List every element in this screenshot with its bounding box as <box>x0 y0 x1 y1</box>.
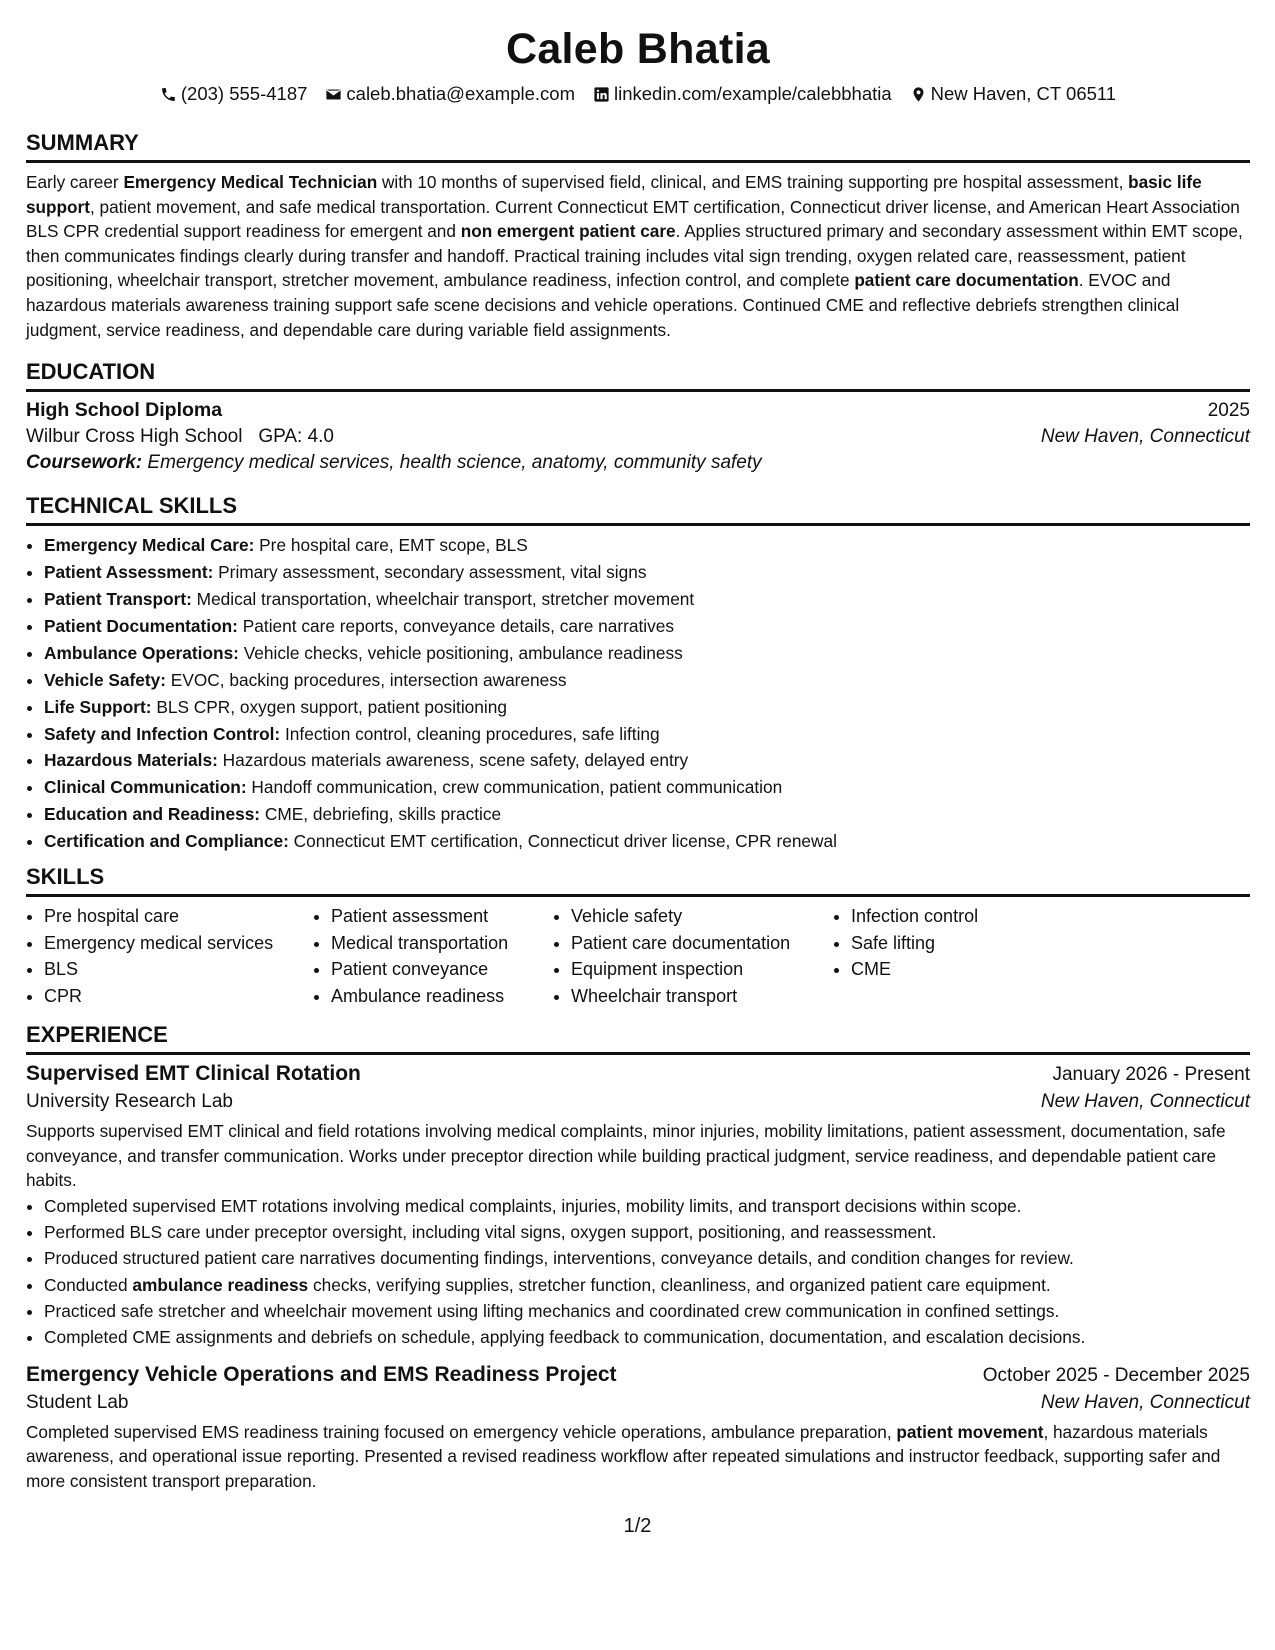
degree: High School Diploma <box>26 399 223 422</box>
skill-category: Emergency Medical Care: <box>44 535 255 556</box>
technical-skill-item <box>44 613 1250 640</box>
phone-icon <box>160 86 177 103</box>
skill-details: Primary assessment, secondary assessment, vital signs <box>213 562 647 583</box>
skill-item: • Patient assessment <box>331 903 553 930</box>
bullet-text: Conducted <box>44 1274 133 1295</box>
skill-item: • BLS <box>44 956 313 983</box>
skill-item: • Pre hospital care <box>44 903 313 930</box>
skill-item: • Patient conveyance <box>331 956 553 983</box>
bullet-text: Produced structured patient care narratives documenting findings, interventions, conveyance details, and condition changes for review. <box>44 1248 1074 1269</box>
skill-category: Hazardous Materials: <box>44 750 218 771</box>
section-title-experience: EXPERIENCE <box>26 1021 1250 1055</box>
technical-skill-item <box>44 586 1250 613</box>
bullet-emphasis: ambulance readiness <box>132 1274 309 1295</box>
job-organization: University Research Lab <box>26 1091 233 1113</box>
skill-category: Ambulance Operations: <box>44 642 239 663</box>
skill-item: • Wheelchair transport <box>571 983 833 1010</box>
experience-section <box>26 1021 1250 1493</box>
coursework-text: Emergency medical services, health science, anatomy, community safety <box>147 452 762 474</box>
summary-text: , patient movement, and safe medical transportation. Current Connecticut EMT certification, Connecticut driver license, and American Heart Association BLS CPR credential support readiness for emergent and <box>26 196 1240 242</box>
skill-details: Vehicle checks, vehicle positioning, ambulance readiness <box>238 642 683 663</box>
skill-category: Vehicle Safety: <box>44 669 166 690</box>
contact-phone[interactable] <box>160 83 308 105</box>
job-bullets <box>26 1193 1250 1351</box>
summary-text: with 10 months of supervised field, clinical, and EMS training supporting pre hospital assessment, <box>377 172 1129 192</box>
resume-page <box>26 18 1250 1493</box>
skill-details: Patient care reports, conveyance details, care narratives <box>237 615 675 636</box>
contact-linkedin[interactable] <box>593 83 892 105</box>
skill-details: EVOC, backing procedures, intersection awareness <box>166 669 567 690</box>
skill-item: • Patient care documentation <box>571 930 833 957</box>
linkedin-icon <box>593 86 610 103</box>
skill-item: • Emergency medical services <box>44 930 313 957</box>
skill-item: • Vehicle safety <box>571 903 833 930</box>
technical-skill-item <box>44 667 1250 694</box>
job-bullet <box>44 1245 1250 1271</box>
skill-item: • Medical transportation <box>331 930 553 957</box>
skill-category: Education and Readiness: <box>44 804 261 825</box>
page-number: 1/2 <box>623 1515 652 1537</box>
email-text: caleb.bhatia@example.com <box>346 83 575 104</box>
school-name: Wilbur Cross High School <box>26 426 243 448</box>
bullet-text: checks, verifying supplies, stretcher function, cleanliness, and organized patient care equipment. <box>308 1274 1051 1295</box>
job-bullet <box>44 1298 1250 1324</box>
graduation-year: 2025 <box>1207 400 1250 422</box>
skills-column <box>553 903 833 1009</box>
skill-item: • Equipment inspection <box>571 956 833 983</box>
skill-details: Infection control, cleaning procedures, safe lifting <box>280 723 660 744</box>
contact-bar <box>26 80 1250 108</box>
school-location: New Haven, Connecticut <box>1040 426 1250 448</box>
section-title-skills: SKILLS <box>26 863 1250 897</box>
skill-details: Medical transportation, wheelchair transport, stretcher movement <box>191 588 695 609</box>
job-title: Emergency Vehicle Operations and EMS Readiness Project <box>26 1362 617 1386</box>
job-entry <box>26 1363 1250 1494</box>
education-section <box>26 358 1250 474</box>
skill-category: Certification and Compliance: <box>44 831 289 852</box>
school-line <box>26 426 334 448</box>
technical-skill-item <box>44 801 1250 828</box>
education-row-1 <box>26 399 1250 422</box>
job-description-text: , hazardous materials awareness, and operational issue reporting. Presented a revised readiness workflow after repeated simulations and instructor feedback, supporting safer and more consistent transport preparation. <box>26 1421 1221 1491</box>
envelope-icon <box>325 86 342 103</box>
job-bullet <box>44 1272 1250 1298</box>
job-description-emphasis: patient movement <box>896 1421 1044 1442</box>
job-location: New Haven, Connecticut <box>1040 1091 1250 1113</box>
skill-item: • Safe lifting <box>851 930 1051 957</box>
summary-text: . EVOC and hazardous materials awareness training support safe scene decisions and vehicle operations. Continued CME and reflective debriefs strengthen clinical judgment, service readiness, and dependable care during variable field assignments. <box>26 270 1180 340</box>
skill-item: • Infection control <box>851 903 1051 930</box>
job-dates: October 2025 - December 2025 <box>982 1364 1250 1386</box>
coursework <box>26 452 1250 474</box>
section-title-education: EDUCATION <box>26 358 1250 392</box>
job-description <box>26 1119 1250 1193</box>
summary-emphasis: basic life support <box>26 172 1202 217</box>
skills-section <box>26 863 1250 1009</box>
skill-details: Hazardous materials awareness, scene safety, delayed entry <box>217 750 689 771</box>
section-title-technical-skills: TECHNICAL SKILLS <box>26 492 1250 526</box>
technical-skill-item <box>44 721 1250 748</box>
summary-emphasis: non emergent patient care <box>460 221 676 242</box>
candidate-name: Caleb Bhatia <box>505 25 771 73</box>
skill-category: Life Support: <box>44 696 152 717</box>
contact-location <box>910 83 1116 105</box>
job-description-text: Supports supervised EMT clinical and field rotations involving medical complaints, minor injuries, mobility limitations, patient assessment, documentation, safe conveyance, and transfer communication. Works under preceptor direction while building practical judgment, service readiness, and dependable patient care habits. <box>26 1121 1226 1191</box>
skill-category: Patient Documentation: <box>44 615 238 636</box>
skill-details: CME, debriefing, skills practice <box>260 804 502 825</box>
location-text: New Haven, CT 06511 <box>930 83 1117 104</box>
summary-emphasis: Emergency Medical Technician <box>123 172 378 192</box>
bullet-text: Practiced safe stretcher and wheelchair movement using lifting mechanics and coordinated crew communication in confined settings. <box>44 1301 1060 1321</box>
contact-email[interactable] <box>325 83 575 105</box>
skill-category: Clinical Communication: <box>44 777 247 798</box>
linkedin-text: linkedin.com/example/calebbhatia <box>613 83 892 104</box>
job-description-text: Completed supervised EMS readiness training focused on emergency vehicle operations, ambulance preparation, <box>26 1421 897 1442</box>
job-bullet <box>44 1324 1250 1350</box>
map-pin-icon <box>910 86 927 103</box>
skill-category: Patient Assessment: <box>44 562 214 583</box>
technical-skills-list <box>26 532 1250 855</box>
job-subheader <box>26 1392 1250 1414</box>
skill-category: Safety and Infection Control: <box>44 723 281 744</box>
skill-category: Patient Transport: <box>44 588 192 609</box>
summary-paragraph <box>26 170 1250 342</box>
technical-skill-item <box>44 828 1250 855</box>
skill-details: Handoff communication, crew communication, patient communication <box>246 777 783 798</box>
bullet-text: Completed supervised EMT rotations involving medical complaints, injuries, mobility limits, and transport decisions within scope. <box>44 1195 1022 1216</box>
coursework-label: Coursework: <box>26 452 143 474</box>
job-location: New Haven, Connecticut <box>1040 1391 1250 1413</box>
technical-skill-item <box>44 640 1250 667</box>
job-title: Supervised EMT Clinical Rotation <box>26 1062 361 1086</box>
summary-text: Early career <box>26 172 124 192</box>
skill-item: • CPR <box>44 983 313 1010</box>
summary-text: . Applies structured primary and secondary assessment within EMT scope, then communicates findings clearly during transfer and handoff. Practical training includes vital sign trending, oxygen related care, reassessment, patient positioning, wheelchair transport, stretcher movement, ambulance readiness, infection control, and complete <box>26 221 1243 291</box>
jobs-list <box>26 1062 1250 1493</box>
job-organization: Student Lab <box>26 1391 129 1413</box>
bullet-text: Performed BLS care under preceptor oversight, including vital signs, oxygen support, positioning, and reassessment. <box>44 1222 937 1243</box>
job-description <box>26 1420 1250 1494</box>
job-entry <box>26 1062 1250 1351</box>
skill-details: Pre hospital care, EMT scope, BLS <box>254 535 528 556</box>
job-subheader <box>26 1091 1250 1113</box>
job-header <box>26 1363 1250 1387</box>
gpa: GPA: 4.0 <box>258 426 334 448</box>
job-bullet <box>44 1219 1250 1245</box>
technical-skill-item <box>44 694 1250 721</box>
summary-section <box>26 129 1250 342</box>
job-dates: January 2026 - Present <box>1052 1064 1250 1086</box>
skills-column <box>833 903 1051 1009</box>
skill-item: • Ambulance readiness <box>331 983 553 1010</box>
skills-column <box>313 903 553 1009</box>
skill-item: • CME <box>851 956 1051 983</box>
phone-text: (203) 555-4187 <box>180 83 308 104</box>
technical-skill-item <box>44 559 1250 586</box>
technical-skill-item <box>44 747 1250 774</box>
technical-skill-item <box>44 532 1250 559</box>
summary-emphasis: patient care documentation <box>854 270 1079 291</box>
job-header <box>26 1062 1250 1086</box>
education-row-2 <box>26 426 1250 448</box>
technical-skills-section <box>26 492 1250 855</box>
skills-column <box>26 903 313 1009</box>
skill-details: BLS CPR, oxygen support, patient positioning <box>151 696 507 717</box>
section-title-summary: SUMMARY <box>26 129 1250 163</box>
bullet-text: Completed CME assignments and debriefs on schedule, applying feedback to communication, documentation, and escalation decisions. <box>44 1327 1086 1348</box>
job-bullet <box>44 1193 1250 1219</box>
skills-grid <box>26 903 1250 1009</box>
skill-details: Connecticut EMT certification, Connecticut driver license, CPR renewal <box>288 831 837 852</box>
technical-skill-item <box>44 774 1250 801</box>
